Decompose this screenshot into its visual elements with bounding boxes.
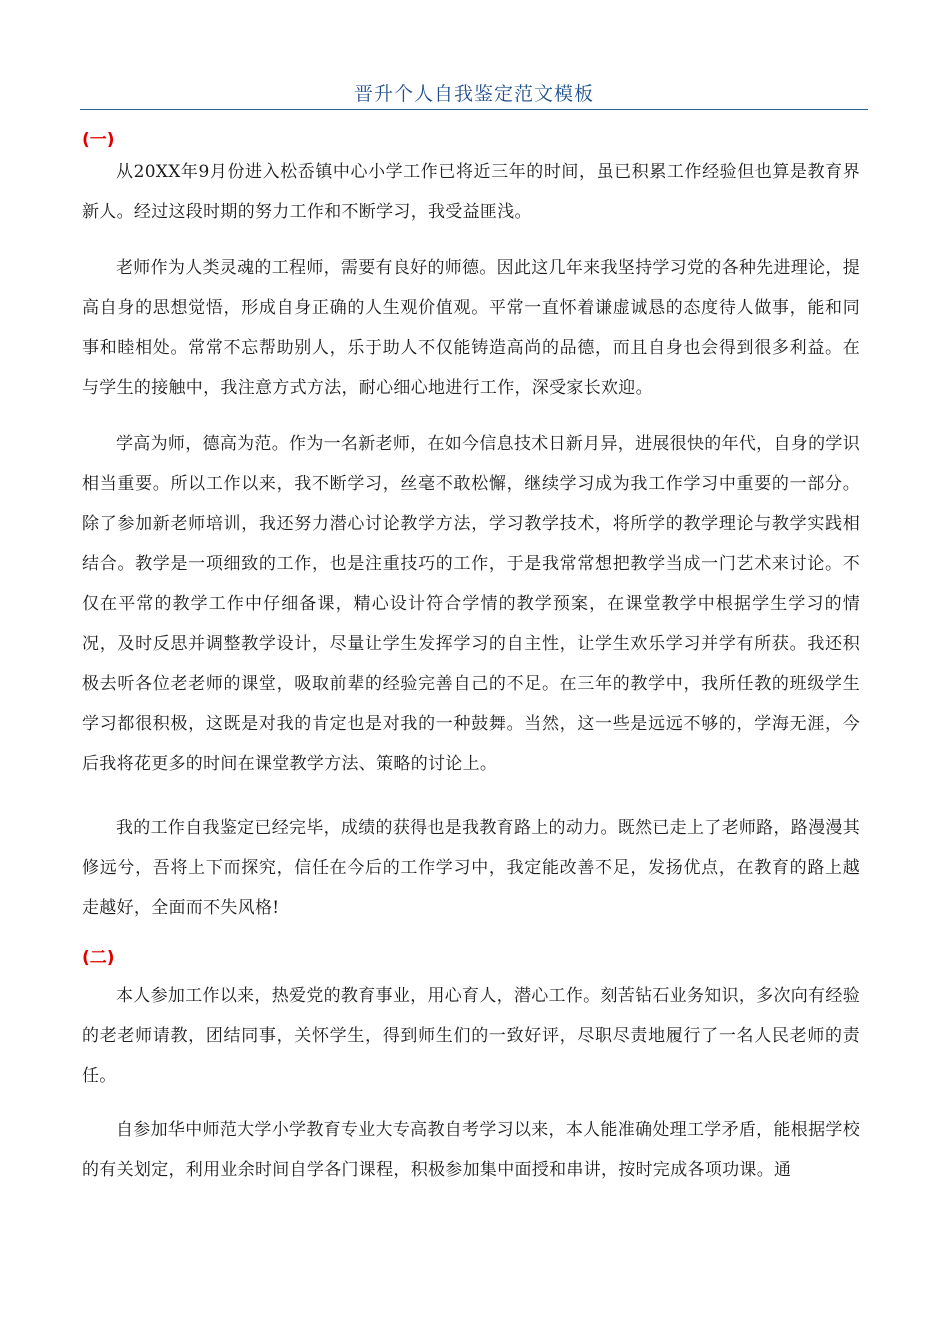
document-title: 晋升个人自我鉴定范文模板 [353, 83, 594, 105]
section-heading-2: (二) [82, 948, 115, 968]
paragraph: 老师作为人类灵魂的工程师，需要有良好的师德。因此这几年来我坚持学习党的各种先进理论，提高自身的思想觉悟，形成自身正确的人生观价值观。平常一直怀着谦虚诚恳的态度待人做事，能和同事和睦相处。常常不忘帮助别人，乐于助人不仅能铸造高尚的品德，而且自身也会得到很多利益。在与学生的接触中，我注意方式方法，耐心细心地进行工作，深受家长欢迎。 [82, 258, 860, 398]
paragraph: 学高为师，德高为范。作为一名新老师，在如今信息技术日新月异，进展很快的年代，自身的学识相当重要。所以工作以来，我不断学习，丝毫不敢松懈，继续学习成为我工作学习中重要的一部分。除了参加新老师培训，我还努力潜心讨论教学方法，学习教学技术，将所学的教学理论与教学实践相结合。教学是一项细致的工作，也是注重技巧的工作，于是我常常想把教学当成一门艺术来讨论。不仅在平常的教学工作中仔细备课，精心设计符合学情的教学预案，在课堂教学中根据学生学习的情况，及时反思并调整教学设计，尽量让学生发挥学习的自主性，让学生欢乐学习并学有所获。我还积极去听各位老老师的课堂，吸取前辈的经验完善自己的不足。在三年的教学中，我所任教的班级学生学习都很积极，这既是对我的肯定也是对我的一种鼓舞。当然，这一些是远远不够的，学海无涯，今后我将花更多的时间在课堂教学方法、策略的讨论上。 [82, 434, 860, 774]
paragraph: 从20XX年9月份进入松岙镇中心小学工作已将近三年的时间，虽已积累工作经验但也算是教育界新人。经过这段时期的努力工作和不断学习，我受益匪浅。 [82, 162, 860, 222]
section-heading-1: (一) [82, 130, 115, 150]
title-underline [80, 109, 868, 110]
paragraph: 本人参加工作以来，热爱党的教育事业，用心育人，潜心工作。刻苦钻石业务知识，多次向有经验的老老师请教，团结同事，关怀学生，得到师生们的一致好评，尽职尽责地履行了一名人民老师的责任。 [82, 986, 860, 1086]
paragraph: 自参加华中师范大学小学教育专业大专高教自考学习以来，本人能准确处理工学矛盾，能根据学校的有关划定，利用业余时间自学各门课程，积极参加集中面授和串讲，按时完成各项功课。通 [82, 1120, 860, 1180]
paragraph: 我的工作自我鉴定已经完毕，成绩的获得也是我教育路上的动力。既然已走上了老师路，路漫漫其修远兮，吾将上下而探究，信任在今后的工作学习中，我定能改善不足，发扬优点，在教育的路上越走越好，全面而不失风格! [82, 818, 860, 918]
